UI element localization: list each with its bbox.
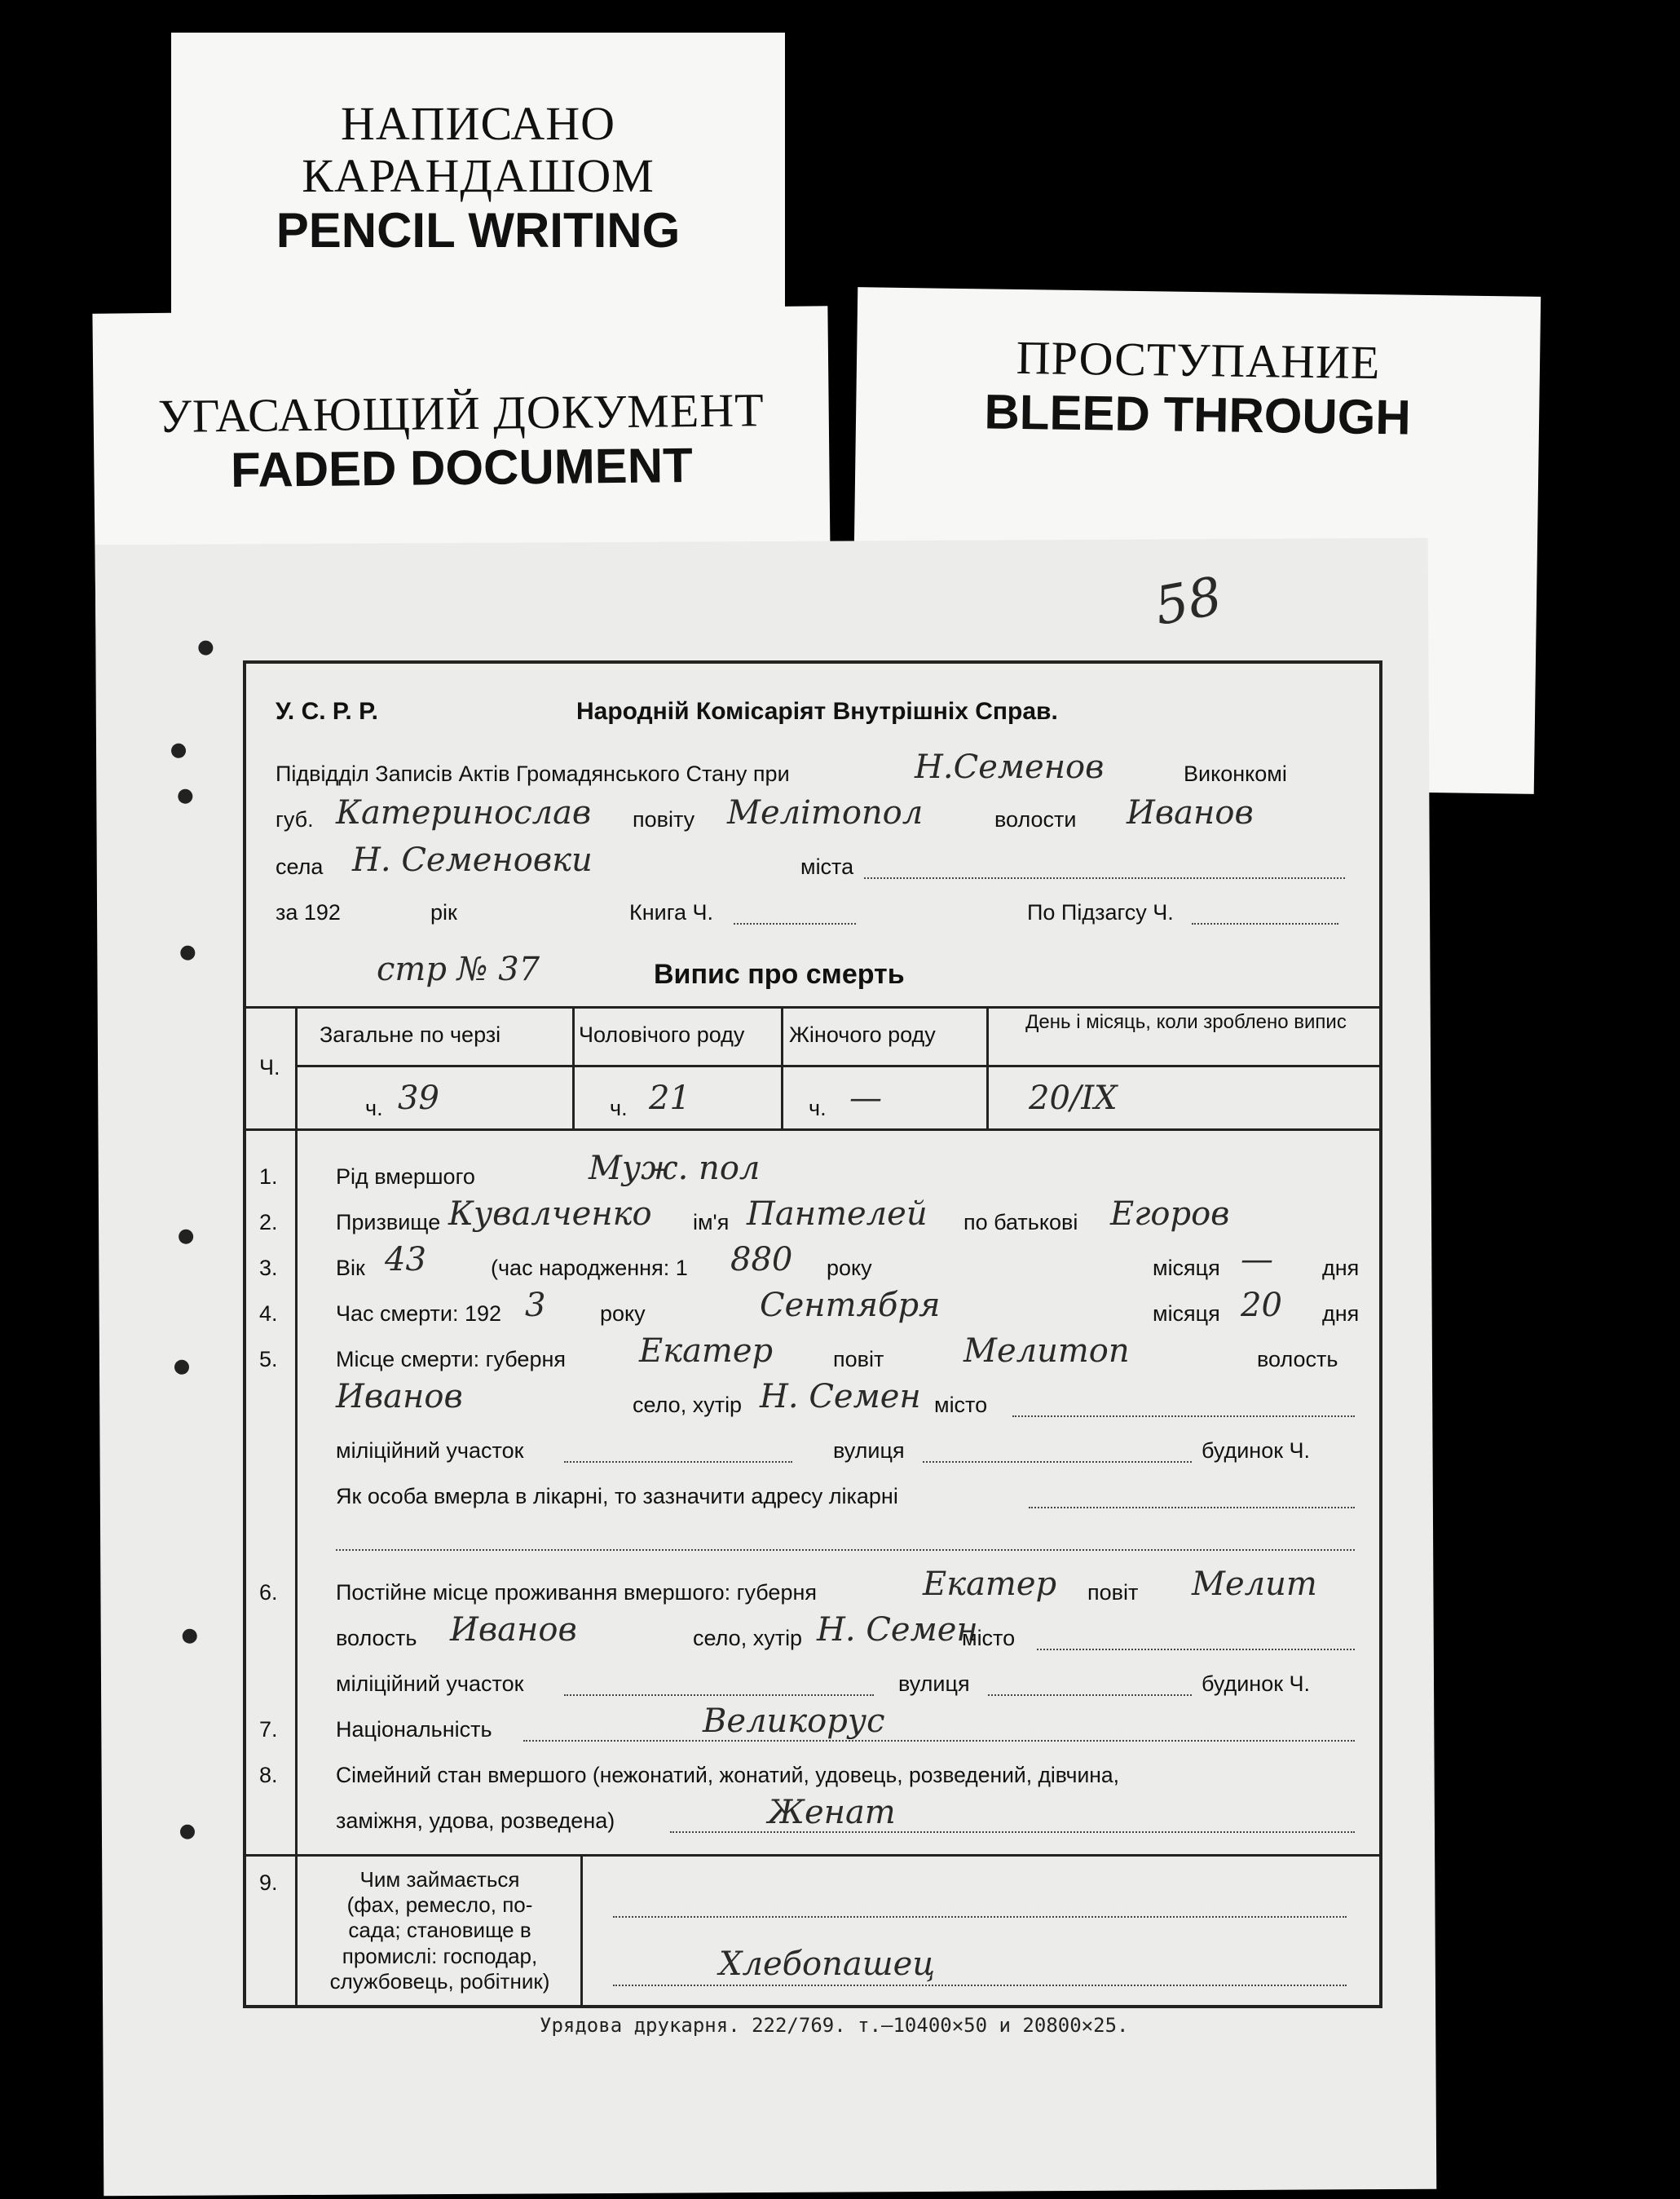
sex-label: Рід вмершого [336,1164,475,1189]
death-selo-label: село, хутір [633,1393,743,1417]
bleed-label-en: BLEED THROUGH [984,384,1412,445]
mista-line [864,877,1345,879]
death-month-handwritten: Сентября [760,1287,941,1324]
residence-gub-handwritten: Екатер [923,1565,1057,1603]
death-month-label: місяця [1153,1301,1220,1326]
row-number-divider [295,1128,298,2005]
year-label: за 192 [276,900,341,925]
count-col-female: Жіночого роду [789,1022,936,1047]
birth-year-unit: року [827,1256,872,1280]
punch-hole [178,789,192,804]
marital-handwritten: Женат [768,1794,896,1831]
table-mid-border [295,1065,1379,1067]
occupation-line [613,1916,1347,1918]
birth-label: (час народження: 1 [491,1256,688,1280]
book-line [734,923,856,925]
faded-label-ru: УГАСАЮЩИЙ ДОКУМЕНТ [157,383,765,443]
nationality-line [523,1740,1355,1742]
count-col-date: День і місяць, коли зроблено випис [1025,1011,1347,1033]
row9-divider [580,1854,583,2005]
table-divider [781,1006,783,1128]
occupation-label-line: (фах, ремесло, по- [346,1892,533,1918]
count-col-male: Чоловічого роду [579,1022,745,1047]
punch-hole [180,1825,195,1839]
subdept-handwritten: Н.Семенов [915,748,1105,786]
table-divider [986,1006,989,1128]
pencil-writing-label [171,33,785,322]
death-record-form [243,660,1382,2008]
patronymic-label: по батькові [963,1210,1078,1234]
executive-label: Виконкомі [1184,762,1287,786]
punch-hole [183,1629,197,1644]
death-day-label: дня [1322,1301,1360,1326]
page-number-handwritten: 58 [1150,566,1227,638]
occupation-label [303,1867,576,1994]
birth-month-handwritten: — [1241,1241,1273,1278]
commissariat-title: Народній Комісаріят Внутрішніх Справ. [576,698,1058,725]
hospital-line-2 [336,1549,1355,1551]
residence-povit-handwritten: Мелит [1192,1565,1317,1603]
birth-month-label: місяця [1153,1256,1220,1280]
povit-label: повіту [633,807,695,832]
gub-label: губ. [276,807,314,832]
death-year-handwritten: 3 [525,1287,546,1324]
death-day-handwritten: 20 [1241,1287,1282,1324]
residence-volost-handwritten: Иванов [450,1611,577,1649]
residence-selo-handwritten: Н. Семен [817,1611,978,1649]
count-male-value: 21 [649,1080,690,1117]
death-street-line [923,1461,1192,1463]
punch-hole [180,946,195,960]
count-col-ch: Ч. [259,1055,280,1080]
residence-volost-label: волость [336,1626,417,1650]
row-number: 1. [259,1164,278,1189]
row-number: 5. [259,1347,278,1371]
table-divider [295,1006,298,1128]
occupation-label-line: Чим займається [359,1867,520,1892]
count-prefix: ч. [809,1096,827,1120]
row9-top-border [246,1854,1379,1857]
occupation-handwritten: Хлебопашец [719,1945,936,1983]
death-gub-handwritten: Екатер [639,1332,774,1370]
residence-label: Постійне місце проживання вмершого: губерня [336,1580,817,1605]
sela-handwritten: Н. Семеновки [352,841,593,879]
row-number: 9. [259,1870,278,1895]
row-number: 7. [259,1717,278,1742]
residence-house-label: будинок Ч. [1202,1671,1311,1696]
subrecord-line [1192,923,1338,925]
residence-milit-line [564,1694,874,1696]
residence-milit-label: міліційний участок [336,1671,524,1696]
subrecord-label: По Підзагсу Ч. [1027,900,1174,925]
table-divider [572,1006,575,1128]
residence-selo-label: село, хутір [693,1626,803,1650]
count-total-value: 39 [398,1080,439,1117]
count-col-total: Загальне по черзі [320,1022,501,1047]
death-milit-label: міліційний участок [336,1438,524,1463]
document-title: Випис про смерть [654,959,905,990]
marital-label: Сімейний стан вмершого (нежонатий, жонатий, удовець, розведений, дівчина, [336,1763,1120,1787]
death-volost-label: волость [1257,1347,1338,1371]
death-place-label: Місце смерти: губерня [336,1347,566,1371]
marital-line [670,1831,1355,1833]
occupation-line [613,1985,1347,1986]
table-bottom-border [246,1128,1379,1131]
gub-handwritten: Катеринослав [336,794,592,832]
punch-hole [174,1360,189,1375]
death-house-label: будинок Ч. [1202,1438,1311,1463]
occupation-label-line: службовець, робітник) [329,1968,550,1994]
page-ref-handwritten: стр № 37 [377,951,540,988]
death-year-unit: року [600,1301,646,1326]
residence-street-line [988,1694,1192,1696]
count-prefix: ч. [610,1096,628,1120]
occupation-label-line: сада; становище в [348,1918,531,1943]
residence-povit-label: повіт [1087,1580,1139,1605]
sela-label: села [276,854,324,879]
row-number: 3. [259,1256,278,1280]
death-street-label: вулиця [833,1438,905,1463]
rik-label: рік [430,900,457,925]
pencil-label-ru: НАПИСАНО КАРАНДАШОМ [302,97,655,202]
book-label: Книга Ч. [629,900,713,925]
surname-handwritten: Кувалченко [448,1195,652,1233]
nationality-handwritten: Великорус [703,1702,885,1740]
death-selo-handwritten: Н. Семен [760,1378,921,1415]
povit-handwritten: Мелітопол [727,794,924,832]
row-number: 4. [259,1301,278,1326]
death-misto-label: місто [934,1393,988,1417]
birth-day-label: дня [1322,1256,1360,1280]
hospital-line [1029,1507,1355,1508]
marital-label-2: заміжня, удова, розведена) [336,1808,615,1833]
punch-hole [171,744,186,758]
age-handwritten: 43 [385,1241,426,1278]
birth-year-handwritten: 880 [730,1241,793,1278]
death-milit-line [564,1461,792,1463]
faded-label-en: FADED DOCUMENT [230,437,694,497]
count-female-value: — [849,1080,882,1117]
printer-footer: Урядова друкарня. 222/769. т.—10400✕50 и 20800✕25. [540,2014,1129,2037]
surname-label: Призвище [336,1210,441,1234]
residence-misto-line [1037,1649,1355,1650]
death-povit-label: повіт [833,1347,884,1371]
occupation-label-line: промислі: господар, [342,1943,538,1968]
name-label: ім'я [693,1210,730,1234]
bleed-label-ru: ПРОСТУПАНИЕ [1016,330,1381,390]
age-label: Вік [336,1256,365,1280]
volost-handwritten: Иванов [1127,794,1254,832]
nationality-label: Національність [336,1717,492,1742]
death-povit-handwritten: Мелитоп [963,1332,1130,1370]
row-number: 2. [259,1210,278,1234]
subdept-label: Підвідділ Записів Актів Громадянського Стану при [276,762,790,786]
volost-label: волости [994,807,1077,832]
sex-handwritten: Муж. пол [589,1150,761,1187]
state-abbrev: У. С. Р. Р. [276,698,378,725]
pencil-label-en: PENCIL WRITING [276,202,681,258]
punch-hole [179,1230,193,1244]
death-time-label: Час смерти: 192 [336,1301,502,1326]
name-handwritten: Пантелей [747,1195,928,1233]
hospital-label: Як особа вмерла в лікарні, то зазначити адресу лікарні [336,1484,898,1508]
table-top-border [246,1006,1379,1009]
mista-label: міста [800,854,854,879]
row-number: 8. [259,1763,278,1787]
count-prefix: ч. [365,1096,383,1120]
death-volost-handwritten: Иванов [336,1378,463,1415]
row-number: 6. [259,1580,278,1605]
death-misto-line [1012,1415,1355,1417]
punch-hole [198,641,213,656]
residence-street-label: вулиця [898,1671,970,1696]
patronymic-handwritten: Егоров [1110,1195,1230,1233]
residence-misto-label: місто [962,1626,1016,1650]
count-date-value: 20/IX [1029,1080,1118,1117]
